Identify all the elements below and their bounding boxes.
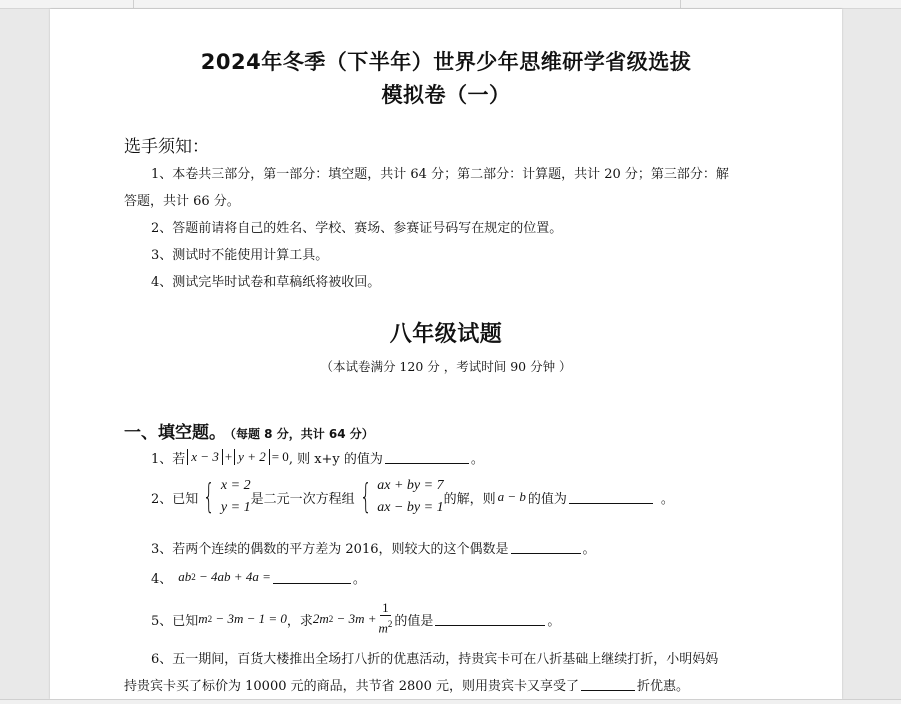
question-6-line1: 6、五一期间，百货大楼推出全场打八折的优惠活动，持贵宾卡可在八折基础上继续打折，小明妈妈 bbox=[151, 652, 719, 667]
exam-info: （本试卷满分 120 分 ，考试时间 90 分钟 ） bbox=[320, 359, 572, 374]
document-page bbox=[50, 9, 842, 699]
brace: { bbox=[203, 477, 216, 517]
answer-blank[interactable] bbox=[385, 451, 469, 464]
answer-blank[interactable] bbox=[273, 571, 351, 584]
brace: { bbox=[359, 477, 372, 517]
question-5: 5、已知 m 2 − 3m − 1 = 0 ，求 2m 2 − 3m + $\frac{1}{m^2}$ 的值是 。 bbox=[151, 600, 561, 636]
answer-blank[interactable] bbox=[435, 613, 545, 626]
question-2: 2、已知 { x = 2 y = 1 是二元一次方程组 { ax + by = 7 ax − by = 1 的解，则 a − b 的值为 。 bbox=[151, 477, 674, 517]
answer-blank[interactable] bbox=[569, 491, 653, 504]
answer-blank[interactable] bbox=[511, 541, 581, 554]
notice-item: 答题，共计 66 分。 bbox=[124, 194, 240, 209]
notice-item: 3、测试时不能使用计算工具。 bbox=[151, 248, 329, 263]
toolbar-strip bbox=[0, 0, 901, 9]
section-title: 一、填空题。 bbox=[124, 423, 226, 443]
question-1: 1、若 x − 3 + y + 2 = 0 , 则 x+y 的值为 。 bbox=[151, 449, 484, 467]
grade-title: 八年级试题 bbox=[389, 322, 503, 347]
equation-system: ax + by = 7 ax − by = 1 bbox=[377, 478, 444, 515]
exam-subtitle: 模拟卷（一） bbox=[381, 83, 511, 107]
notice-item: 4、测试完毕时试卷和草稿纸将被收回。 bbox=[151, 275, 381, 290]
abs-term: y + 2 bbox=[234, 449, 270, 465]
answer-blank[interactable] bbox=[581, 678, 635, 691]
notice-item: 2、答题前请将自己的姓名、学校、赛场、参赛证号码写在规定的位置。 bbox=[151, 221, 563, 236]
exam-title: 2024年冬季（下半年）世界少年思维研学省级选拔 bbox=[200, 50, 692, 74]
fraction: $\frac{1}{m^2}$ bbox=[378, 600, 393, 636]
notice-item: 1、本卷共三部分，第一部分：填空题，共计 64 分；第二部分：计算题，共计 20 分；第三部分：解 bbox=[151, 167, 729, 182]
toolbar-divider bbox=[133, 0, 134, 8]
abs-term: x − 3 bbox=[187, 449, 223, 465]
question-4: 4、 ab 2 − 4ab + 4a = 。 bbox=[151, 569, 366, 587]
question-6-line2: 持贵宾卡买了标价为 10000 元的商品，共节省 2800 元，则用贵宾卡又享受了 折优惠。 bbox=[124, 678, 689, 694]
toolbar-divider bbox=[680, 0, 681, 8]
notice-heading: 选手须知： bbox=[124, 137, 209, 157]
question-3: 3、若两个连续的偶数的平方差为 2016，则较大的这个偶数是 。 bbox=[151, 541, 596, 557]
section-note: （每题 8 分，共计 64 分） bbox=[230, 427, 374, 441]
section-heading bbox=[124, 418, 374, 443]
equation-system: x = 2 y = 1 bbox=[220, 478, 251, 515]
status-bar bbox=[0, 699, 901, 704]
